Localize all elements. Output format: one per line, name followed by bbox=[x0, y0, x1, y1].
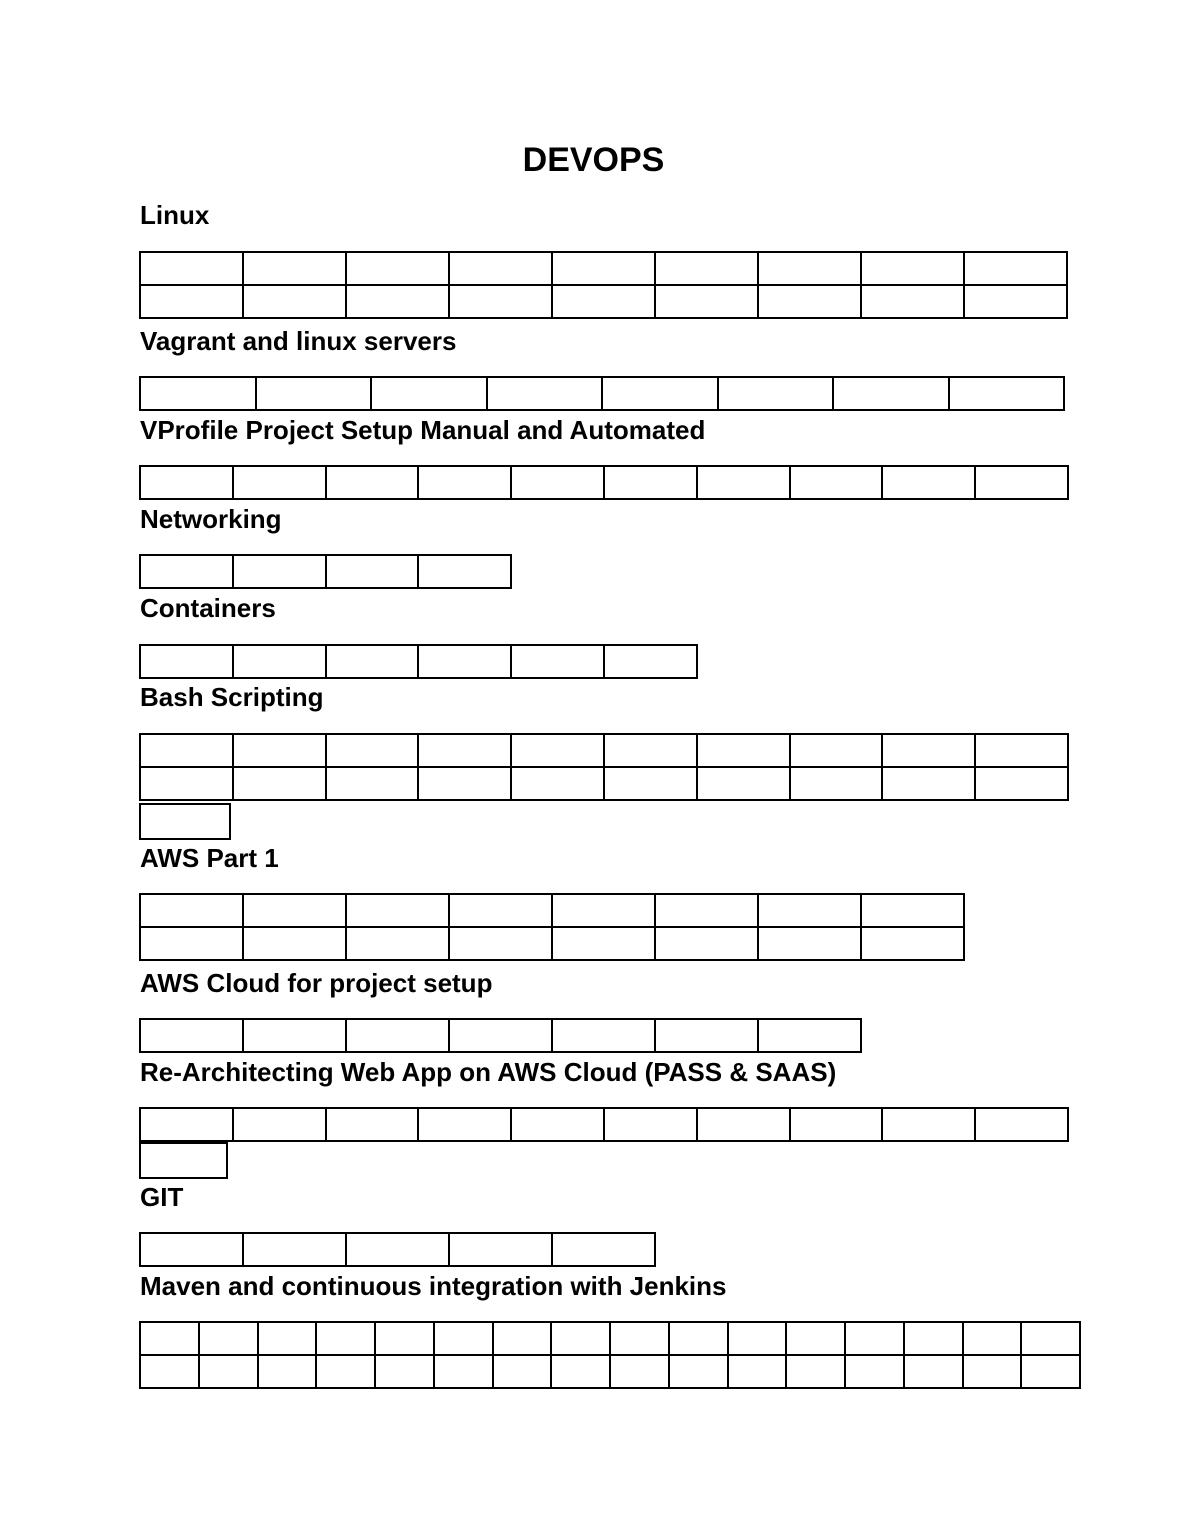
section-heading-maven-jenkins: Maven and continuous integration with Jenkins bbox=[140, 1271, 727, 1301]
checkbox-cell bbox=[199, 1355, 258, 1388]
checkbox-cell bbox=[975, 734, 1068, 767]
checkbox-grid-git bbox=[139, 1232, 656, 1267]
checkbox-row bbox=[140, 285, 1067, 318]
checkbox-cell bbox=[949, 377, 1065, 410]
checkbox-cell bbox=[511, 1108, 604, 1141]
checkbox-cell bbox=[669, 1355, 728, 1388]
checkbox-cell bbox=[975, 767, 1068, 800]
checkbox-cell bbox=[833, 377, 949, 410]
checkbox-cell bbox=[346, 1233, 449, 1266]
checkbox-cell bbox=[487, 377, 603, 410]
checkbox-cell bbox=[845, 1322, 904, 1355]
checkbox-cell bbox=[233, 1108, 326, 1141]
checkbox-cell bbox=[697, 466, 790, 499]
checkbox-cell bbox=[963, 1322, 1022, 1355]
checkbox-cell-extra bbox=[139, 1142, 228, 1179]
checkbox-row bbox=[140, 1108, 1068, 1141]
checkbox-cell bbox=[233, 734, 326, 767]
checkbox-table bbox=[139, 1321, 1081, 1389]
checkbox-cell bbox=[140, 1108, 233, 1141]
checkbox-cell bbox=[140, 1322, 199, 1355]
checkbox-row bbox=[140, 252, 1067, 285]
checkbox-row bbox=[140, 894, 964, 927]
checkbox-cell bbox=[697, 1108, 790, 1141]
checkbox-cell bbox=[604, 645, 697, 678]
checkbox-cell bbox=[758, 252, 861, 285]
checkbox-cell bbox=[326, 466, 419, 499]
checkbox-cell bbox=[963, 1355, 1022, 1388]
checkbox-cell bbox=[511, 645, 604, 678]
checkbox-cell bbox=[604, 1108, 697, 1141]
checkbox-cell bbox=[604, 734, 697, 767]
checkbox-row bbox=[140, 466, 1068, 499]
checkbox-cell bbox=[861, 252, 964, 285]
section-heading-vprofile: VProfile Project Setup Manual and Automated bbox=[140, 415, 706, 445]
section-heading-aws-cloud-project-setup: AWS Cloud for project setup bbox=[140, 968, 493, 998]
checkbox-grid-re-architecting bbox=[139, 1107, 1069, 1142]
checkbox-cell bbox=[552, 894, 655, 927]
checkbox-cell bbox=[964, 285, 1067, 318]
checkbox-cell bbox=[243, 927, 346, 960]
checkbox-cell bbox=[418, 466, 511, 499]
checkbox-cell bbox=[140, 734, 233, 767]
checkbox-table bbox=[139, 733, 1069, 801]
checkbox-cell bbox=[140, 1355, 199, 1388]
checkbox-row bbox=[140, 1355, 1080, 1388]
checkbox-cell bbox=[786, 1355, 845, 1388]
page-title: DEVOPS bbox=[522, 141, 665, 179]
checkbox-cell bbox=[449, 1019, 552, 1052]
checkbox-cell bbox=[243, 1233, 346, 1266]
checkbox-cell bbox=[140, 555, 233, 588]
checkbox-cell bbox=[845, 1355, 904, 1388]
checkbox-cell bbox=[243, 1019, 346, 1052]
checkbox-cell bbox=[728, 1355, 787, 1388]
checkbox-cell bbox=[882, 1108, 975, 1141]
checkbox-cell bbox=[418, 555, 511, 588]
checkbox-cell bbox=[655, 285, 758, 318]
checkbox-cell bbox=[326, 734, 419, 767]
section-heading-containers: Containers bbox=[140, 593, 276, 623]
checkbox-cell bbox=[326, 645, 419, 678]
checkbox-cell bbox=[975, 1108, 1068, 1141]
checkbox-table bbox=[139, 644, 698, 679]
checkbox-cell bbox=[790, 767, 883, 800]
checkbox-cell bbox=[655, 894, 758, 927]
checkbox-cell bbox=[199, 1322, 258, 1355]
checkbox-cell bbox=[418, 734, 511, 767]
checkbox-cell bbox=[697, 767, 790, 800]
checkbox-cell bbox=[140, 1019, 243, 1052]
checkbox-cell bbox=[602, 377, 718, 410]
checkbox-cell bbox=[326, 767, 419, 800]
checkbox-cell bbox=[758, 927, 861, 960]
checkbox-cell bbox=[140, 645, 233, 678]
checkbox-cell bbox=[418, 767, 511, 800]
checkbox-cell bbox=[316, 1355, 375, 1388]
checkbox-cell bbox=[140, 767, 233, 800]
checkbox-cell bbox=[140, 894, 243, 927]
checkbox-cell bbox=[655, 1019, 758, 1052]
checkbox-cell bbox=[552, 252, 655, 285]
checkbox-row bbox=[140, 734, 1068, 767]
checkbox-grid-vagrant bbox=[139, 376, 1065, 411]
checkbox-cell bbox=[1021, 1355, 1080, 1388]
checkbox-table bbox=[139, 376, 1065, 411]
checkbox-cell bbox=[551, 1355, 610, 1388]
checkbox-cell bbox=[610, 1322, 669, 1355]
checkbox-cell bbox=[882, 466, 975, 499]
checkbox-cell bbox=[904, 1322, 963, 1355]
checkbox-grid-networking bbox=[139, 554, 512, 589]
checkbox-cell bbox=[882, 767, 975, 800]
checkbox-cell bbox=[758, 285, 861, 318]
checkbox-cell bbox=[449, 894, 552, 927]
checkbox-row bbox=[140, 645, 697, 678]
checkbox-cell bbox=[243, 252, 346, 285]
checkbox-cell bbox=[449, 927, 552, 960]
checkbox-cell bbox=[786, 1322, 845, 1355]
checkbox-grid-bash-scripting bbox=[139, 733, 1069, 801]
checkbox-cell bbox=[326, 555, 419, 588]
checkbox-table bbox=[139, 1018, 862, 1053]
checkbox-grid-maven-jenkins bbox=[139, 1321, 1081, 1389]
section-heading-bash-scripting: Bash Scripting bbox=[140, 682, 324, 712]
checkbox-cell bbox=[551, 1322, 610, 1355]
checkbox-row bbox=[140, 555, 511, 588]
section-heading-networking: Networking bbox=[140, 504, 282, 534]
checkbox-cell bbox=[861, 894, 964, 927]
checkbox-cell bbox=[758, 1019, 861, 1052]
section-heading-re-architecting: Re-Architecting Web App on AWS Cloud (PASS & SAAS) bbox=[140, 1057, 837, 1087]
checkbox-cell bbox=[604, 466, 697, 499]
checkbox-cell bbox=[610, 1355, 669, 1388]
section-heading-vagrant: Vagrant and linux servers bbox=[140, 326, 457, 356]
checkbox-cell bbox=[434, 1355, 493, 1388]
checkbox-row bbox=[140, 767, 1068, 800]
checkbox-cell bbox=[140, 285, 243, 318]
checkbox-cell bbox=[975, 466, 1068, 499]
checkbox-grid-aws-cloud-project-setup bbox=[139, 1018, 862, 1053]
checkbox-cell bbox=[655, 252, 758, 285]
checkbox-table bbox=[139, 554, 512, 589]
checkbox-table bbox=[139, 1232, 656, 1267]
checkbox-cell bbox=[316, 1322, 375, 1355]
checkbox-cell bbox=[256, 377, 372, 410]
checkbox-cell bbox=[346, 927, 449, 960]
checkbox-cell bbox=[882, 734, 975, 767]
checkbox-cell bbox=[233, 466, 326, 499]
checkbox-cell bbox=[604, 767, 697, 800]
checkbox-cell bbox=[371, 377, 487, 410]
checkbox-cell bbox=[790, 1108, 883, 1141]
checkbox-cell bbox=[964, 252, 1067, 285]
checkbox-cell bbox=[790, 734, 883, 767]
checkbox-cell bbox=[233, 645, 326, 678]
checkbox-cell bbox=[511, 734, 604, 767]
checkbox-cell bbox=[511, 767, 604, 800]
checkbox-row bbox=[140, 377, 1064, 410]
checkbox-cell bbox=[552, 927, 655, 960]
checkbox-cell bbox=[258, 1355, 317, 1388]
checkbox-cell bbox=[449, 252, 552, 285]
checkbox-cell bbox=[493, 1322, 552, 1355]
checkbox-cell bbox=[861, 927, 964, 960]
section-heading-git: GIT bbox=[140, 1182, 184, 1212]
checkbox-cell bbox=[418, 645, 511, 678]
checkbox-cell bbox=[140, 927, 243, 960]
checkbox-cell-extra bbox=[139, 803, 231, 840]
checkbox-table bbox=[139, 893, 965, 961]
checkbox-grid-containers bbox=[139, 644, 698, 679]
checkbox-cell bbox=[434, 1322, 493, 1355]
checkbox-cell bbox=[1021, 1322, 1080, 1355]
checkbox-cell bbox=[140, 1233, 243, 1266]
checkbox-cell bbox=[346, 285, 449, 318]
checkbox-cell bbox=[655, 927, 758, 960]
checkbox-table bbox=[139, 251, 1068, 319]
checkbox-cell bbox=[904, 1355, 963, 1388]
checkbox-cell bbox=[233, 555, 326, 588]
checkbox-grid-linux bbox=[139, 251, 1068, 319]
checkbox-cell bbox=[243, 894, 346, 927]
checkbox-grid-vprofile bbox=[139, 465, 1069, 500]
checkbox-cell bbox=[669, 1322, 728, 1355]
checkbox-cell bbox=[346, 252, 449, 285]
checkbox-cell bbox=[552, 1019, 655, 1052]
checkbox-cell bbox=[552, 1233, 655, 1266]
checkbox-cell bbox=[861, 285, 964, 318]
checkbox-row bbox=[140, 1322, 1080, 1355]
checkbox-cell bbox=[375, 1322, 434, 1355]
section-heading-aws-part-1: AWS Part 1 bbox=[140, 843, 279, 873]
checkbox-cell bbox=[140, 377, 256, 410]
checkbox-cell bbox=[258, 1322, 317, 1355]
checkbox-cell bbox=[418, 1108, 511, 1141]
checkbox-cell bbox=[697, 734, 790, 767]
checkbox-cell bbox=[718, 377, 834, 410]
checkbox-cell bbox=[346, 894, 449, 927]
checkbox-cell bbox=[243, 285, 346, 318]
checkbox-table bbox=[139, 465, 1069, 500]
checkbox-cell bbox=[552, 285, 655, 318]
checkbox-grid-aws-part-1 bbox=[139, 893, 965, 961]
checkbox-row bbox=[140, 927, 964, 960]
checkbox-cell bbox=[790, 466, 883, 499]
checkbox-row bbox=[140, 1233, 655, 1266]
checkbox-cell bbox=[140, 252, 243, 285]
checkbox-cell bbox=[233, 767, 326, 800]
checkbox-cell bbox=[493, 1355, 552, 1388]
checkbox-cell bbox=[449, 285, 552, 318]
checkbox-row bbox=[140, 1019, 861, 1052]
checkbox-cell bbox=[326, 1108, 419, 1141]
checkbox-cell bbox=[346, 1019, 449, 1052]
checkbox-cell bbox=[758, 894, 861, 927]
checkbox-cell bbox=[375, 1355, 434, 1388]
checkbox-cell bbox=[140, 466, 233, 499]
section-heading-linux: Linux bbox=[140, 200, 210, 230]
checkbox-table bbox=[139, 1107, 1069, 1142]
checkbox-cell bbox=[728, 1322, 787, 1355]
checkbox-cell bbox=[449, 1233, 552, 1266]
checkbox-cell bbox=[511, 466, 604, 499]
